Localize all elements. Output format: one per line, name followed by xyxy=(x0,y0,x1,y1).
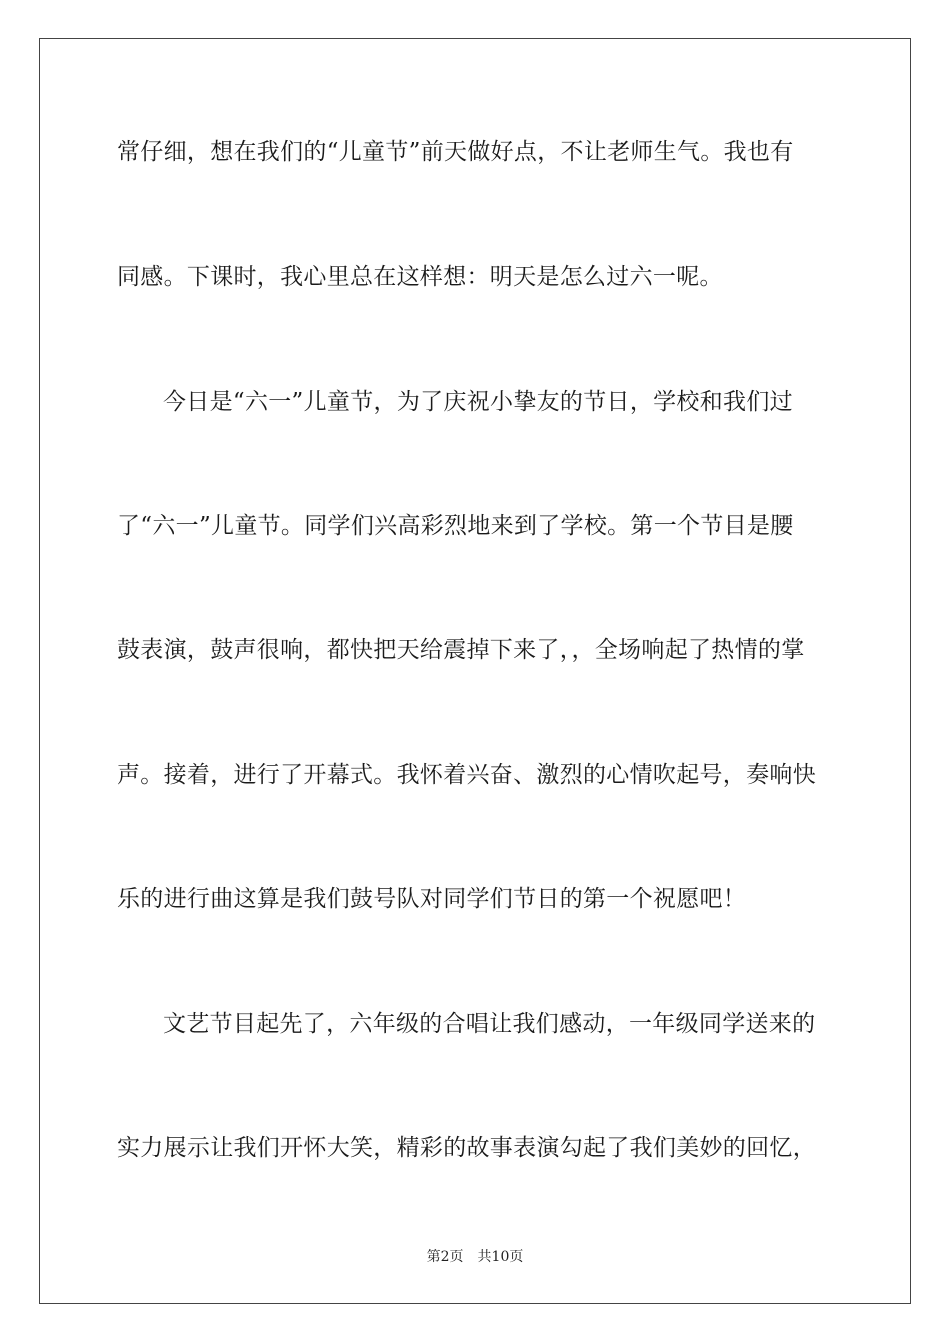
paragraph-line: 常仔细，想在我们的“儿童节”前天做好点，不让老师生气。我也有 xyxy=(117,139,794,165)
page-border xyxy=(39,38,911,1304)
paragraph-line: 声。接着，进行了开幕式。我怀着兴奋、激烈的心情吹起号，奏响快 xyxy=(117,762,816,788)
page-total: 共10页 xyxy=(477,1249,524,1265)
paragraph-line: 乐的进行曲这算是我们鼓号队对同学们节日的第一个祝愿吧！ xyxy=(117,886,747,912)
paragraph-line: 了“六一”儿童节。同学们兴高彩烈地来到了学校。第一个节目是腰 xyxy=(117,513,794,539)
paragraph-line: 今日是“六一”儿童节，为了庆祝小挚友的节日，学校和我们过 xyxy=(163,389,793,415)
page-footer xyxy=(0,1248,950,1266)
page-number: 第2页 xyxy=(426,1249,464,1265)
paragraph-line: 文艺节目起先了，六年级的合唱让我们感动，一年级同学送来的 xyxy=(163,1011,816,1037)
paragraph-line: 实力展示让我们开怀大笑，精彩的故事表演勾起了我们美妙的回忆， xyxy=(117,1135,816,1161)
paragraph-line: 鼓表演，鼓声很响，都快把天给震掉下来了，，全场响起了热情的掌 xyxy=(117,637,805,663)
paragraph-line: 同感。下课时，我心里总在这样想：明天是怎么过六一呢。 xyxy=(117,264,723,290)
